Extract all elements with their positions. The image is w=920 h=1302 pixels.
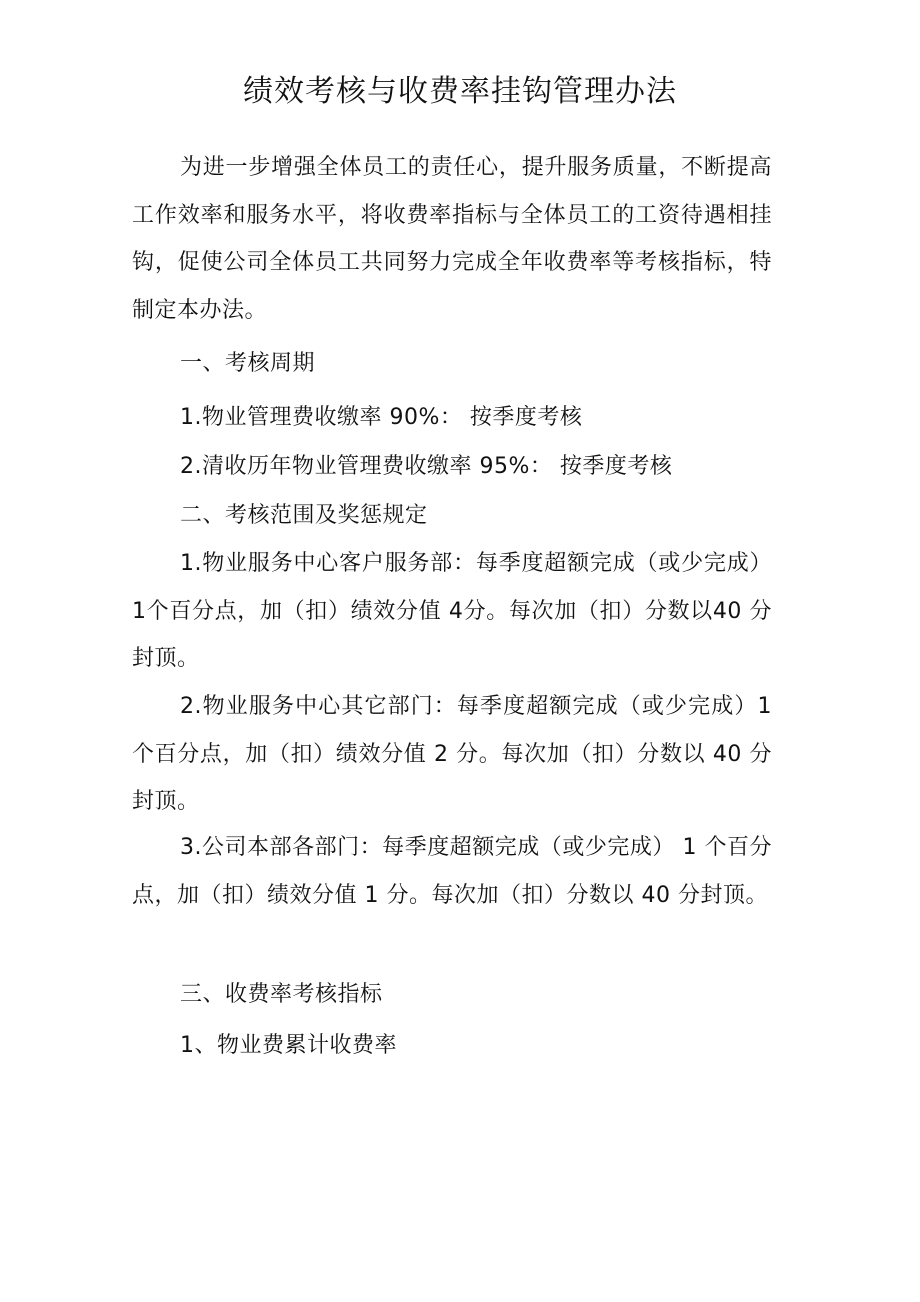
scope-item-3: 3.公司本部各部门：每季度超额完成（或少完成） 1 个百分点，加（扣）绩效分值 1 分。每次加（扣）分数以 40 分封顶。 [132, 835, 772, 908]
scope-item-1: 1.物业服务中心客户服务部：每季度超额完成（或少完成）1个百分点，加（扣）绩效分值 4分。每次加（扣）分数以40 分封顶。 [132, 551, 772, 671]
section-heading-collection-targets: 三、收费率考核指标 [180, 982, 383, 1007]
intro-paragraph: 为进一步增强全体员工的责任心，提升服务质量，不断提高工作效率和服务水平，将收费率指标与全体员工的工资待遇相挂钩，促使公司全体员工共同努力完成全年收费率等考核指标，特制定本办法。 [132, 155, 772, 323]
target-item-1: 1、物业费累计收费率 [180, 1033, 397, 1058]
section-heading-assessment-period: 一、考核周期 [180, 351, 316, 376]
section-heading-scope-rewards: 二、考核范围及奖惩规定 [180, 503, 428, 528]
document-title: 绩效考核与收费率挂钩管理办法 [243, 74, 677, 109]
period-item-1: 1.物业管理费收缴率 90%： 按季度考核 [180, 405, 583, 430]
scope-item-2: 2.物业服务中心其它部门：每季度超额完成（或少完成）1 个百分点，加（扣）绩效分值 2 分。每次加（扣）分数以 40 分封顶。 [132, 694, 772, 814]
period-item-2: 2.清收历年物业管理费收缴率 95%： 按季度考核 [180, 454, 673, 479]
